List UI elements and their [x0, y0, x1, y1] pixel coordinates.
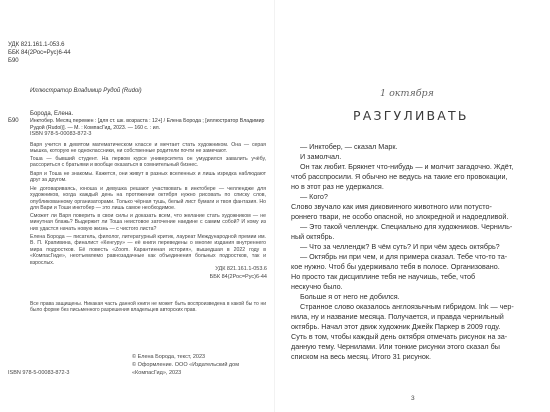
annotation-paragraph: Варя и Тоша не знакомы. Кажется, они живут в разных вселенных и лишь изредка наблюдают друг за другом.: [30, 171, 266, 184]
text-line: Больше я от него не добился.: [300, 292, 400, 301]
udk-top: УДК 821.161.1-053.6: [8, 42, 65, 48]
bbk-bottom: ББК 84(2Рос=Рус)6-44: [209, 274, 267, 280]
biblio-code: Б90: [8, 118, 19, 124]
copyright-line: © Елена Борода, текст, 2023: [132, 354, 206, 360]
text-line: Странное слово оказалось англоязычным гибридом. Ink — чер-: [300, 302, 514, 311]
rights-notice: Все права защищены. Никакая часть данной книги не может быть воспроизведена в какой бы то ни было форме без письменного разрешения владельцев авторских прав.: [30, 301, 266, 314]
page-number: 3: [411, 395, 415, 402]
annotation-paragraph: Тоша — бывший студент. На первом курсе университета он умудрился завалить учёбу, рассориться с братьями и вообще оказаться в сомнительный бизнес.: [30, 156, 266, 169]
chapter-date: 1 октября: [380, 88, 434, 99]
isbn-bottom: ISBN 978-5-00083-872-3: [8, 370, 70, 376]
chapter-page: [275, 0, 550, 412]
copyright-line: © Оформление. ООО «Издательский дом: [132, 362, 239, 368]
text-line: нескучно было.: [291, 282, 343, 291]
text-line: списком на весь месяц. Итого 31 рисунок.: [291, 352, 431, 361]
text-line: данную тему. Чернилами. Или тонкие рисунки этого сказал бы: [291, 342, 500, 351]
illustrator-credit: Иллюстратор Владимир Рудой (Rudoi): [30, 88, 142, 94]
annotation-paragraph: Елена Борода — писатель, филолог, литературный критик, лауреат Международной премии им. В. П. Крапивина, финалист «Кенгуру» — её книги переведены о многие издания внутреннего мира подростков. Её повесть «Zoom. Карантинная история», вышедшая в 2022 году в «КомпасГиде», неотъемлемо равнозадачные как объединения больных подростков, так и взрослых.: [30, 234, 266, 266]
bbk-top: ББК 84(2Рос=Рус)6-44: [8, 50, 71, 56]
text-line: — Октябрь ни при чем, и для примера сказал. Тебе что-то та-: [300, 252, 508, 261]
annotation-paragraph: Варя учится в девятом математическом классе и мечтает стать художником. Она — серая мышка, которую не одноклассники, ни собственные родители почти не замечают.: [30, 142, 266, 155]
text-line: Слово звучало как имя диковинного животного или потусто-: [291, 202, 492, 211]
text-line: чтоб расспросили. Я обычно не ведусь на такие его провокации,: [291, 172, 508, 181]
text-line: роннего твари, не особо опасной, но злокредной и надоедливой.: [291, 212, 509, 221]
udk-bottom: УДК 821.161.1-053.6: [215, 266, 267, 272]
text-line: кое нужно. Чтоб бы удерживало тебя в полосе. Организовано.: [291, 262, 500, 271]
isbn-inline: ISBN 978-5-00083-872-3: [30, 131, 92, 137]
text-line: нила, ну и название месяца. Получается, и правда чернильный: [291, 312, 504, 321]
text-line: — Это такой челлендж. Специально для художников. Черниль-: [300, 222, 513, 231]
text-line: но в этот раз не удержался.: [291, 182, 384, 191]
annotation-paragraph: Не договариваясь, юноша и девушка решают участвовать в инктобере — челлендже для художников, когда каждый день на протяжении октября нужно рисовать по списку слов, опубликованному организаторами. Только чёрная тушь, белый лист бумаги и твоя фантазия. Но для Вари и Тоши инктобер — это лишь самое необходимое.: [30, 186, 266, 212]
code-top: Б90: [8, 58, 19, 64]
annotation-paragraph: Сможет ли Варя поверить в свои силы и доказать всем, что желание стать художником — не минутная блажь? Выдержит ли Тоша неистовое заточение наедине с самим собой? И кому из них удастся начать новую жизнь — с чистого листа?: [30, 213, 266, 232]
text-line: — Кого?: [300, 192, 328, 201]
author-heading: Борода, Елена.: [30, 111, 74, 117]
chapter-title: РАЗГУЛИВАТЬ: [353, 108, 469, 123]
text-line: И замолчал.: [300, 152, 342, 161]
text-line: Он так любит. Брякнет что-нибудь — и молчит загадочно. Ждёт,: [300, 162, 514, 171]
text-line: — Инктобер, — сказал Марк.: [300, 142, 398, 151]
text-line: октябрь. Начал этот движ художник Джейк Паркер в 2009 году.: [291, 322, 501, 331]
text-line: Суть в том, чтобы каждый день октября отмечать рисунок на за-: [291, 332, 508, 341]
biblio-entry: Инктобер. Месяц перемен : [для ст. шк. возраста : 12+] / Елена Борода ; [иллюстратор Владимир Рудой (Rudoi)]. — М. : КомпасГид, 2023. — 160 с. : ил.: [30, 118, 265, 131]
copyright-line: «КомпасГид», 2023: [132, 370, 182, 376]
text-line: — Что за челлендж? В чём суть? И при чём здесь октябрь?: [300, 242, 500, 251]
text-line: ный октябрь.: [291, 232, 335, 241]
text-line: Но просто так дисциплине тебя не научишь, тебе, чтоб: [291, 272, 476, 281]
